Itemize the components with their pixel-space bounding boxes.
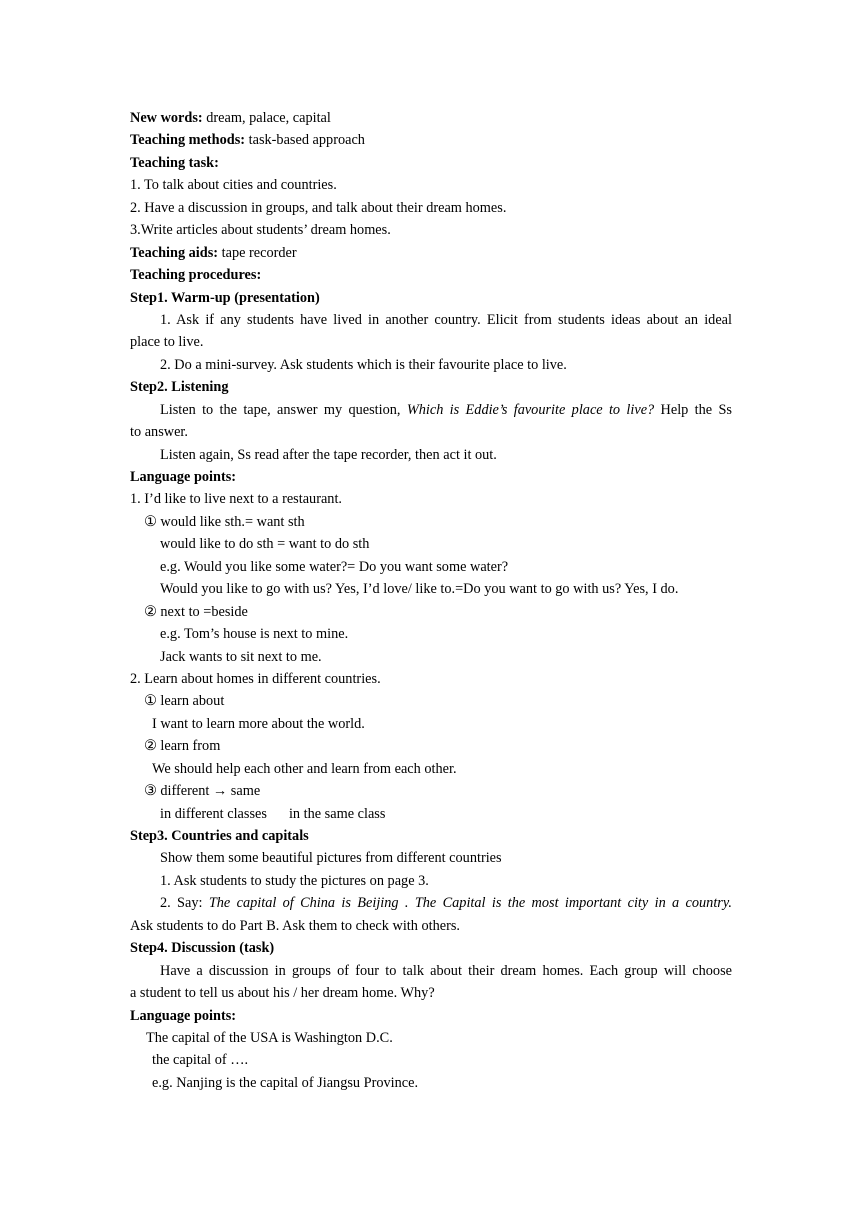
- teaching-procedures-heading: [130, 264, 732, 286]
- step2-para2: Listen again, Ss read after the tape recorder, then act it out.: [160, 446, 497, 463]
- language-example: I want to learn more about the world.: [152, 715, 365, 732]
- teaching-procedures-label: Teaching procedures:: [130, 267, 262, 284]
- new-words-text: dream, palace, capital: [202, 110, 331, 126]
- language-example: e.g. Nanjing is the capital of Jiangsu Province.: [152, 1074, 419, 1091]
- language-example: e.g. Tom’s house is next to mine.: [160, 626, 349, 643]
- step1-heading: [130, 287, 732, 309]
- teaching-task-heading: [130, 152, 732, 174]
- step3-item2-quote: The capital of China is Beijing . The Capital is the most important city in a country.: [208, 895, 732, 912]
- step2-para1-line2: to answer.: [130, 424, 188, 441]
- step2-para1-line1: [130, 399, 732, 421]
- step1-item1-line2: place to live.: [130, 334, 204, 351]
- teaching-methods-label: Teaching methods:: [130, 132, 246, 149]
- new-words-label: New words:: [130, 110, 203, 126]
- language-example: Jack wants to sit next to me.: [160, 648, 322, 665]
- language-example: e.g. Would you like some water?= Do you want some water?: [160, 558, 509, 575]
- task-item: 2. Have a discussion in groups, and talk about their dream homes.: [130, 199, 507, 216]
- step3-title: Step3. Countries and capitals: [130, 828, 309, 844]
- language-sub-point: ② learn from: [144, 738, 221, 755]
- teaching-aids-label: Teaching aids:: [130, 244, 219, 261]
- task-item: 3.Write articles about students’ dream homes.: [130, 222, 391, 239]
- step1-item1-line1: 1. Ask if any students have lived in another country. Elicit from students ideas about an ideal: [160, 311, 732, 328]
- step3-item1: 1. Ask students to study the pictures on page 3.: [160, 872, 429, 889]
- step2-para1-text: Listen to the tape, answer my question,: [160, 401, 407, 418]
- task-item: 1. To talk about cities and countries.: [130, 177, 337, 194]
- teaching-aids-line: [130, 242, 732, 264]
- lesson-plan-body: [130, 107, 732, 1094]
- language-example: in different classes: [160, 805, 267, 822]
- step2-para1-tail: Help the Ss: [654, 401, 732, 418]
- language-points-title: Language points:: [130, 1007, 237, 1024]
- language-example: in the same class: [288, 805, 386, 822]
- step4-para-line2: a student to tell us about his / her dream home. Why?: [130, 985, 435, 1002]
- language-example: We should help each other and learn from each other.: [152, 760, 457, 777]
- language-points-heading: [130, 466, 732, 488]
- step4-title: Step4. Discussion (task): [130, 940, 275, 957]
- language-example: would like to do sth = want to do sth: [160, 536, 370, 553]
- language-example: the capital of ….: [152, 1052, 249, 1069]
- language-example: Would you like to go with us? Yes, I’d love/ like to.=Do you want to go with us? Yes, I do.: [160, 581, 679, 598]
- step4-para-line1: Have a discussion in groups of four to talk about their dream homes. Each group will choose: [160, 962, 732, 979]
- language-points-title: Language points:: [130, 469, 237, 485]
- language-example: The capital of the USA is Washington D.C.: [146, 1029, 393, 1046]
- step2-question: Which is Eddie’s favourite place to live?: [406, 401, 655, 418]
- step3-heading: [130, 825, 732, 847]
- new-words-line: [130, 107, 732, 129]
- step2-heading: [130, 376, 732, 398]
- language-point-1: 1. I’d like to live next to a restaurant.: [130, 491, 343, 508]
- step1-item2: 2. Do a mini-survey. Ask students which is their favourite place to live.: [160, 356, 567, 373]
- language-sub-point: ② next to =beside: [144, 603, 248, 620]
- step1-title: Step1. Warm-up (presentation): [130, 289, 320, 306]
- language-sub-point: ① learn about: [144, 693, 225, 710]
- step4-heading: [130, 937, 732, 959]
- step2-title: Step2. Listening: [130, 379, 229, 396]
- language-example-pair: [130, 803, 732, 825]
- step3-item2-text: 2. Say:: [160, 895, 209, 912]
- language-points-heading: [130, 1005, 732, 1027]
- step3-item2-line1: [130, 892, 732, 914]
- teaching-task-label: Teaching task:: [130, 154, 219, 171]
- language-sub-point: ① would like sth.= want sth: [144, 513, 305, 530]
- step3-intro: Show them some beautiful pictures from different countries: [160, 850, 502, 867]
- teaching-aids-text: tape recorder: [218, 244, 297, 261]
- teaching-methods-text: task-based approach: [245, 132, 365, 149]
- language-point-2: 2. Learn about homes in different countries.: [130, 670, 381, 687]
- language-sub-point: ③ different → same: [144, 783, 261, 800]
- step3-item2-line2: Ask students to do Part B. Ask them to check with others.: [130, 917, 460, 934]
- teaching-methods-line: [130, 129, 732, 151]
